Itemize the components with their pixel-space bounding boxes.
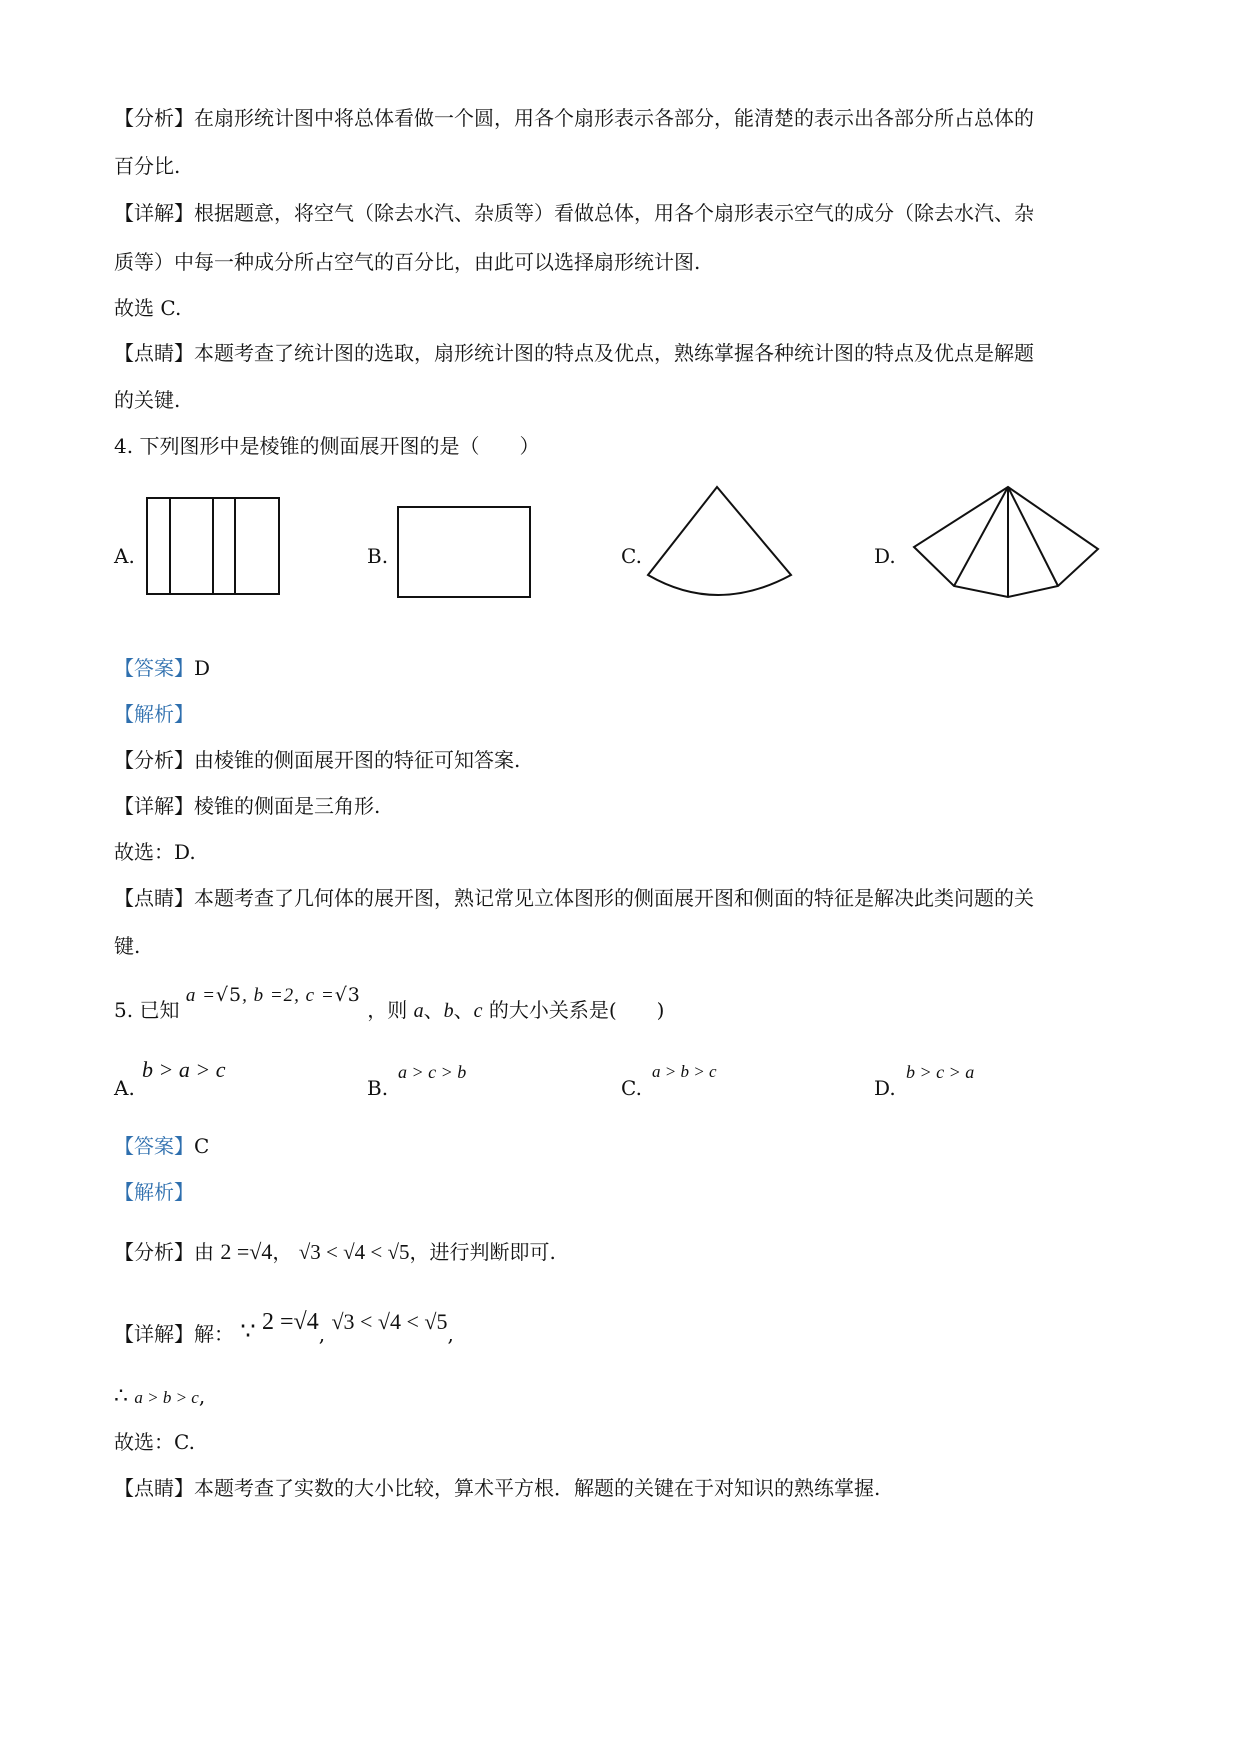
- q4-comment-line2: 键.: [114, 934, 141, 958]
- q5-question: [114, 984, 665, 1026]
- q4-option-b-label: B.: [367, 544, 389, 568]
- q5-var-a: a: [413, 1000, 424, 1022]
- q5-result: a > b > c: [134, 1388, 199, 1407]
- q5-analysis: [114, 1238, 556, 1266]
- q4-question: 4. 下列图形中是棱锥的侧面展开图的是（ ）: [114, 434, 540, 458]
- q4-answer-label: 【答案】: [114, 656, 194, 680]
- q4-option-a-label: A.: [114, 544, 135, 568]
- q4-answer: [114, 654, 210, 682]
- q4-figure-b-rectangle: [397, 506, 531, 598]
- q4-figure-a-rectangles: [146, 497, 280, 595]
- q5-option-a-label: A.: [114, 1076, 135, 1100]
- because-symbol: ∵: [240, 1319, 256, 1345]
- q4-detail: 【详解】棱锥的侧面是三角形.: [114, 794, 381, 818]
- q5-root3: √3: [334, 984, 361, 1006]
- q5-detail-label: 【详解】解：: [114, 1322, 234, 1346]
- q5-cond-a: a =: [185, 985, 216, 1006]
- q5-dun-2: 、: [453, 998, 474, 1022]
- q3-choice: 故选 C.: [114, 296, 182, 320]
- q5-detail-comma: ,: [318, 1322, 326, 1346]
- q4-option-c-label: C.: [621, 544, 642, 568]
- q5-detail-comma2: ,: [447, 1322, 454, 1346]
- q5-dun-1: 、: [423, 998, 444, 1022]
- q5-cond-b: b =2,: [253, 985, 300, 1006]
- q5-answer-value: C: [194, 1134, 210, 1158]
- q5-analysis-label: 【分析】由: [114, 1240, 214, 1264]
- q4-analysis: 【分析】由棱锥的侧面展开图的特征可知答案.: [114, 748, 521, 772]
- q5-answer: [114, 1132, 209, 1160]
- q4-answer-value: D: [194, 656, 211, 680]
- q5-explain-label: 【解析】: [114, 1180, 194, 1204]
- q3-detail-line1: 【详解】根据题意，将空气（除去水汽、杂质等）看做总体，用各个扇形表示空气的成分（除去水汽、杂: [114, 201, 1034, 225]
- q5-analysis-comma: ，: [272, 1240, 293, 1264]
- q3-comment-line1: 【点睛】本题考查了统计图的选取，扇形统计图的特点及优点，熟练掌握各种统计图的特点及优点是解题: [114, 341, 1034, 365]
- q5-option-c-expr: a > b > c: [652, 1062, 717, 1081]
- q5-option-d-expr: b > c > a: [906, 1062, 975, 1082]
- q5-option-d-label: D.: [874, 1076, 896, 1100]
- q5-answer-label: 【答案】: [114, 1134, 194, 1158]
- q5-root5: √5: [215, 984, 243, 1006]
- q5-detail-ineq: √3 < √4 < √5: [331, 1309, 448, 1334]
- q4-choice: 故选：D.: [114, 840, 196, 864]
- q3-comment-line2: 的关键.: [114, 388, 181, 412]
- q4-comment-line1: 【点睛】本题考查了几何体的展开图，熟记常见立体图形的侧面展开图和侧面的特征是解决此类问题的关: [114, 886, 1034, 910]
- q3-detail-line2: 质等）中每一种成分所占空气的百分比，由此可以选择扇形统计图.: [114, 250, 701, 274]
- q4-figure-d-triangles: [910, 485, 1102, 601]
- q5-tail-2: 的大小关系是( ): [482, 998, 665, 1022]
- q4-explain-label: 【解析】: [114, 702, 194, 726]
- q5-analysis-ineq: √3 < √4 < √5: [298, 1240, 410, 1264]
- q5-prefix: 5. 已知: [114, 998, 180, 1022]
- q5-comment: 【点睛】本题考查了实数的大小比较，算术平方根．解题的关键在于对知识的熟练掌握.: [114, 1476, 881, 1500]
- q5-cond-c: c =: [305, 985, 335, 1006]
- q5-option-b-label: B.: [367, 1076, 389, 1100]
- q5-option-a-expr: b > a > c: [142, 1057, 226, 1082]
- q5-therefore: [114, 1382, 205, 1412]
- q5-analysis-eq: 2 =√4: [220, 1239, 273, 1264]
- q5-detail: [114, 1309, 454, 1348]
- q5-tail-1: ，则: [367, 998, 414, 1022]
- q3-analysis-line1: 【分析】在扇形统计图中将总体看做一个圆，用各个扇形表示各部分，能清楚的表示出各部分所占总体的: [114, 106, 1034, 130]
- q3-analysis-line2: 百分比.: [114, 154, 181, 178]
- q5-var-b: b: [443, 1000, 454, 1022]
- q5-sep1: ,: [242, 985, 248, 1006]
- therefore-symbol: ∴: [114, 1383, 128, 1408]
- q4-option-d-label: D.: [874, 544, 896, 568]
- q5-analysis-tail: ，进行判断即可.: [409, 1240, 556, 1264]
- q5-var-c: c: [473, 1000, 483, 1022]
- q5-option-b-expr: a > c > b: [398, 1062, 467, 1082]
- q5-condition: [186, 985, 361, 1006]
- q5-result-comma: ,: [198, 1384, 206, 1408]
- q5-detail-eq: 2 =√4: [262, 1309, 319, 1335]
- q4-figure-c-sector: [645, 485, 795, 605]
- q5-option-c-label: C.: [621, 1076, 642, 1100]
- q5-choice: 故选：C.: [114, 1430, 195, 1454]
